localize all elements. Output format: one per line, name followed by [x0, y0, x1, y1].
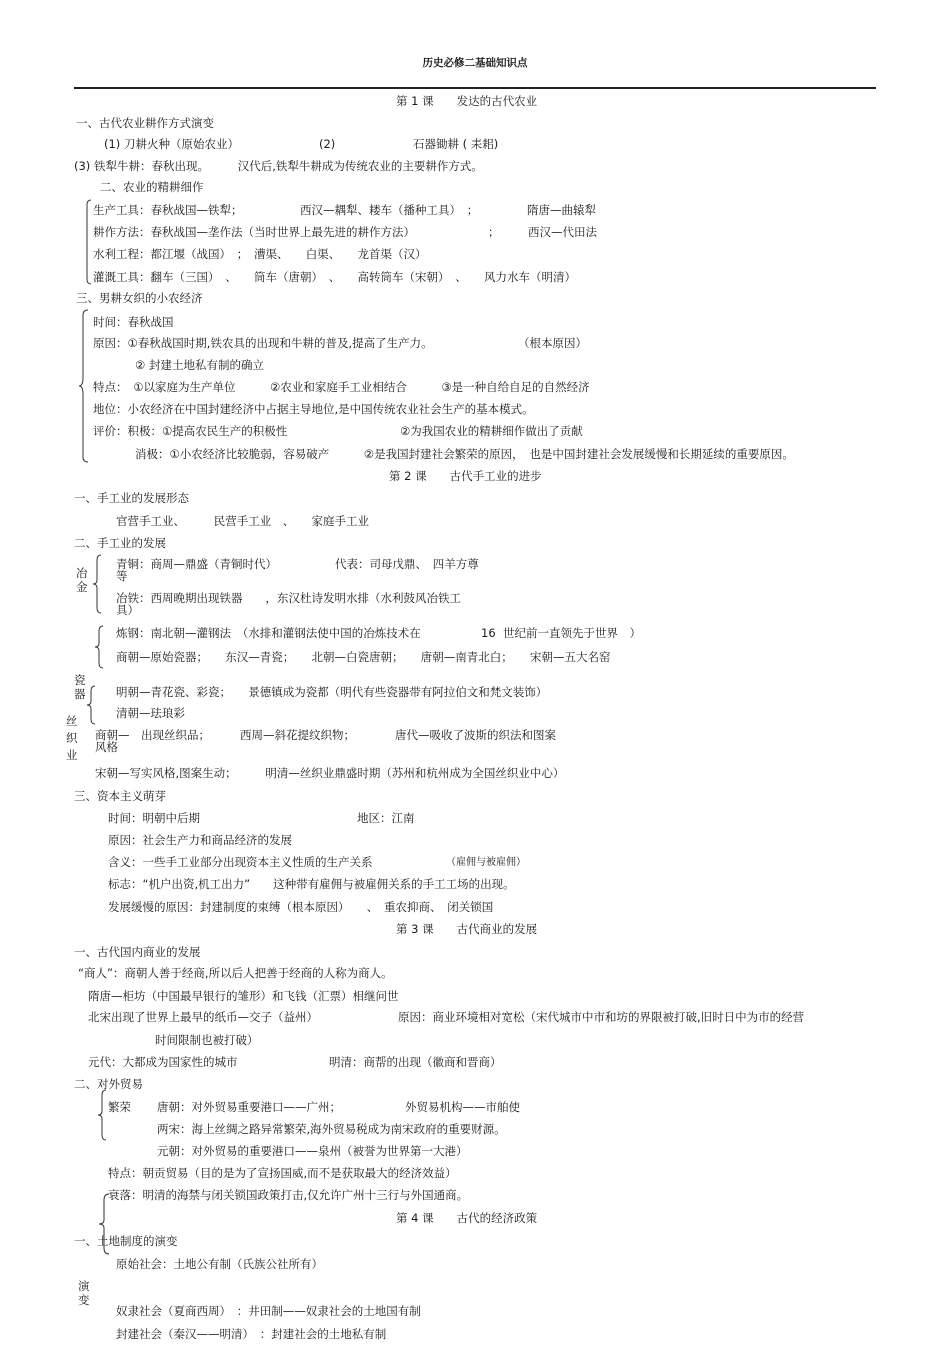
text-line: 评价：积极：①提高农民生产的积极性	[93, 424, 288, 438]
lesson-4-title: 第 4 课 古代的经济政策	[396, 1211, 538, 1225]
text-line: （根本原因）	[518, 336, 587, 350]
text-line: 世纪前一直领先于世界 ）	[503, 626, 641, 640]
text-line: 北宋出现了世界上最早的纸币—交子（益州）	[88, 1010, 318, 1024]
text-line: 时间：春秋战国	[93, 315, 174, 329]
text-line: 西周—斜花提纹织物；	[240, 728, 355, 742]
text-line: 商朝— 出现丝织品；	[95, 728, 210, 742]
bracket-line	[97, 1090, 107, 1140]
text-line: 元代：大都成为国家性的城市	[88, 1055, 238, 1069]
bracket-line	[86, 200, 92, 284]
text-line: “商人”：商朝人善于经商,所以后人把善于经商的人称为商人。	[78, 966, 393, 980]
lesson-1-title: 第 1 课 发达的古代农业	[396, 94, 538, 108]
text-line: 奴隶社会（夏商西周） ：井田制——奴隶社会的土地国有制	[116, 1304, 421, 1318]
text-line: 西汉—耦犁、耧车（播种工具） ；	[300, 203, 479, 217]
text-line: 等	[116, 569, 128, 583]
text-line: 16	[481, 626, 496, 640]
text-line: 特点： ①以家庭为生产单位 ②农业和家庭手工业相结合 ③是一种自给自足的自然经济	[93, 380, 590, 394]
page-header-title: 历史必修二基础知识点	[422, 57, 528, 69]
text-line: (3) 铁犁牛耕：春秋出现。 汉代后,铁犁牛耕成为传统农业的主要耕作方式。	[74, 159, 483, 173]
text-line: 原因：社会生产力和商品经济的发展	[108, 833, 292, 847]
text-line: 水利工程：都江堰（战国） ； 漕渠、 白渠、 龙首渠（汉）	[93, 247, 427, 261]
section-heading: 二、手工业的发展	[74, 536, 166, 550]
text-line: 发展缓慢的原因：封建制度的束缚（根本原因） 、 重农抑商、 闭关锁国	[108, 900, 494, 914]
text-line: (2)	[319, 137, 336, 151]
section-heading: 一、古代农业耕作方式演变	[76, 116, 214, 130]
section-heading: 二、农业的精耕细作	[100, 180, 204, 194]
text-line: 生产工具：春秋战国—铁犁；	[93, 203, 243, 217]
section-heading: 一、土地制度的演变	[74, 1234, 178, 1248]
bracket-line	[86, 686, 96, 724]
text-line: 灌溉工具：翻车（三国） 、 筒车（唐朝） 、 高转筒车（宋朝） 、 风力水车（明清）	[93, 270, 576, 284]
text-line: 清朝—珐琅彩	[116, 706, 185, 720]
text-line: 明朝—青花瓷、彩瓷； 景德镇成为瓷都（明代有些瓷器带有阿拉伯文和梵文装饰）	[116, 685, 548, 699]
section-heading: 二、对外贸易	[74, 1077, 143, 1091]
text-line: 原始社会：土地公有制（氏族公社所有）	[116, 1257, 323, 1271]
text-line: 冶铁：西周晚期出现铁器 ，东汉杜诗发明水排（水利鼓风冶铁工	[116, 591, 461, 605]
text-line: 元朝：对外贸易的重要港口——泉州（被誉为世界第一大港）	[157, 1144, 468, 1158]
text-line: 炼钢：南北朝—灌钢法 （水排和灌钢法使中国的冶炼技术在	[116, 626, 421, 640]
text-line: 两宋：海上丝绸之路异常繁荣,海外贸易税成为南宋政府的重要财源。	[157, 1122, 506, 1136]
text-line: 官营手工业、 民营手工业 、 家庭手工业	[116, 514, 369, 528]
text-line: 宋朝—写实风格,图案生动； 明清—丝织业鼎盛时期（苏州和杭州成为全国丝织业中心）	[95, 766, 565, 780]
text-line: ②为我国农业的精耕细作做出了贡献	[400, 424, 583, 438]
bracket-line	[92, 555, 102, 613]
text-line: 地区：江南	[357, 811, 415, 825]
text-line: 衰落：明清的海禁与闭关锁国政策打击,仅允许广州十三行与外国通商。	[108, 1188, 469, 1202]
text-line: 时间：明朝中后期	[108, 811, 200, 825]
text-line: 耕作方法：春秋战国—垄作法（当时世界上最先进的耕作方法）	[93, 225, 415, 239]
label-ciqi: 瓷器	[74, 673, 86, 701]
text-line: 繁荣	[108, 1100, 131, 1114]
section-heading: 一、手工业的发展形态	[74, 491, 189, 505]
text-line: 具）	[116, 603, 139, 617]
label-yanbian: 演变	[78, 1279, 90, 1307]
bracket-line	[79, 310, 89, 462]
text-line: ② 封建土地私有制的确立	[135, 358, 264, 372]
text-line: 时间限制也被打破）	[155, 1033, 259, 1047]
label-sizhi: 丝织业	[66, 714, 78, 762]
text-line: 标志：“机户出资,机工出力” 这种带有雇佣与被雇佣关系的手工工场的出现。	[108, 877, 515, 891]
text-line: 唐代—吸收了波斯的织法和图案	[395, 728, 556, 742]
text-line: 隋唐—曲辕犁	[527, 203, 596, 217]
text-line: （雇佣与被雇佣）	[446, 857, 526, 868]
text-line: 青铜：商周—鼎盛（青铜时代）	[116, 557, 277, 571]
lesson-2-title: 第 2 课 古代手工业的进步	[389, 469, 542, 483]
text-line: 原因：①春秋战国时期,铁农具的出现和牛耕的普及,提高了生产力。	[93, 336, 433, 350]
header-rule	[74, 87, 876, 89]
text-line: 商朝—原始瓷器； 东汉—青瓷； 北朝—白瓷唐朝； 唐朝—南青北白； 宋朝—五大名窑	[116, 650, 611, 664]
text-line: 明清：商帮的出现（徽商和晋商）	[329, 1055, 502, 1069]
lesson-3-title: 第 3 课 古代商业的发展	[396, 922, 538, 936]
text-line: 含义：一些手工业部分出现资本主义性质的生产关系	[108, 855, 373, 869]
section-heading: 三、资本主义萌芽	[74, 789, 166, 803]
text-line: 石器锄耕 ( 耒耜)	[413, 137, 499, 151]
text-line: 地位：小农经济在中国封建经济中占据主导地位,是中国传统农业社会生产的基本模式。	[93, 402, 534, 416]
text-line: ；	[488, 225, 500, 239]
text-line: 外贸易机构——市舶使	[405, 1100, 520, 1114]
text-line: 封建社会（秦汉——明清） ：封建社会的土地私有制	[116, 1327, 387, 1341]
label-yejin: 冶金	[76, 566, 88, 594]
text-line: 西汉—代田法	[528, 225, 597, 239]
text-line: 唐朝：对外贸易重要港口——广州；	[157, 1100, 341, 1114]
text-line: 消极：①小农经济比较脆弱，容易破产 ②是我国封建社会繁荣的原因， 也是中国封建社会发展缓慢和长期延续的重要原因。	[135, 447, 794, 461]
text-line: 风格	[95, 740, 118, 754]
section-heading: 一、古代国内商业的发展	[74, 945, 201, 959]
text-line: 原因：商业环境相对宽松（宋代城市中市和坊的界限被打破,旧时日中为市的经营	[398, 1010, 805, 1024]
text-line: 特点：朝贡贸易（目的是为了宣扬国威,而不是获取最大的经济效益）	[108, 1166, 457, 1180]
bracket-line	[94, 626, 104, 668]
text-line: 隋唐—柜坊（中国最早银行的雏形）和飞钱（汇票）相继问世	[88, 989, 399, 1003]
text-line: (1) 刀耕火种（原始农业）	[104, 137, 239, 151]
text-line: 代表：司母戊鼎、 四羊方尊	[335, 557, 479, 571]
section-heading: 三、男耕女织的小农经济	[76, 291, 203, 305]
